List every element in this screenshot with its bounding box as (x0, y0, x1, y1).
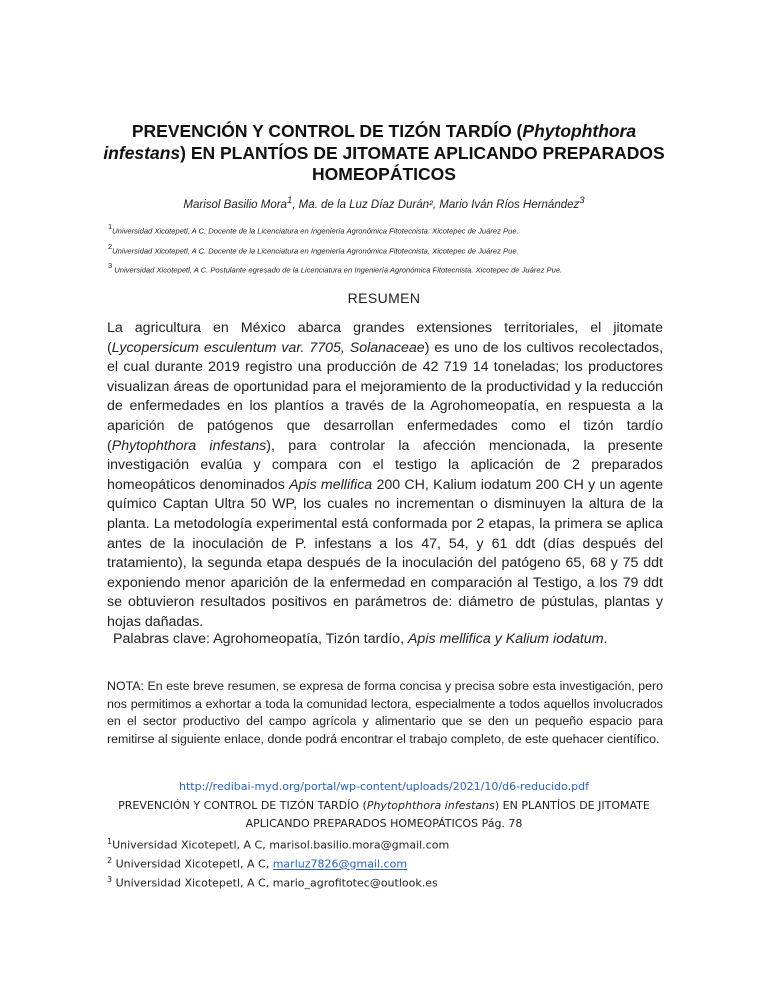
abstract-heading: RESUMEN (347, 290, 421, 306)
abstract-body: La agricultura en México abarca grandes extensiones territoriales, el jitomate (Lycopersicum esculentum var. 7705, Solanaceae) es uno de los cultivos recolectados, el cual durante 2019 registro una producción de 42 719 14 toneladas; los productores visualizan áreas de oportunidad para el mejoramiento de la productividad y la reducción de enfermedades en los plantíos a través de la Agrohomeopatía, en respuesta a la aparición de patógenos que desarrollan enfermedades como el tizón tardío (Phytophthora infestans), para controlar la afección mencionada, la presente investigación evalúa y compara con el testigo la aplicación de 2 preparados homeopáticos denominados Apis mellifica 200 CH, Kalium iodatum 200 CH y un agente químico Captan Ultra 50 WP, los cuales no incrementan o disminuyen la altura de la planta. La metodología experimental está conformada por 2 etapas, la primera se aplica antes de la inoculación de P. infestans a los 47, 54, y 61 ddt (días después del tratamiento), la segunda etapa después de la inoculación del patógeno 65, 68 y 75 ddt exponiendo menor aparición de la enfermedad en comparación al Testigo, a los 79 ddt se obtuvieron resultados positivos en parámetros de: diámetro de pústulas, plantas y hojas dañadas. (107, 320, 664, 630)
footnote-3: $^3$ Universidad Xicotepetl, A C, mario_agrofitotec@outlook.es (107, 875, 438, 890)
author-2: Ma. de la Luz Díaz Durán² (298, 198, 433, 211)
affiliation-1: $^1$Universidad Xicotepetl, A C. Docente de la Licenciatura en Ingeniería Agronómica Fitotecnista. Xicotepec de Juárez Pue. (108, 222, 519, 236)
affiliation-2: $^2$Universidad Xicotepetl, A C. Docente de la Licenciatura en Ingeniería Agronómica Fitotecnista. Xicotepec de Juárez Pue. (108, 242, 519, 256)
author-1: Marisol Basilio Mora$^1$ (183, 195, 293, 211)
author-list: Marisol Basilio Mora$^1$, Ma. de la Luz Díaz Durán², Mario Iván Ríos Hernández$^3$ (183, 195, 585, 211)
footnote-2: $^2$ Universidad Xicotepetl, A C, marluz7826@gmail.com (107, 856, 408, 871)
affiliation-3: $^3$ Universidad Xicotepetl, A C. Postulante egresado de la Licenciatura en Ingeniería Agronómica Fitotecnista. Xicotepec de Juárez Pue. (108, 261, 563, 275)
author-3: Mario Iván Ríos Hernández$^3$ (439, 195, 585, 211)
email-link[interactable]: marluz7826@gmail.com (272, 857, 408, 871)
footnote-1: $^1$Universidad Xicotepetl, A C, marisol.basilio.mora@gmail.com (107, 837, 450, 852)
keywords: Palabras clave: Agrohomeopatía, Tizón tardío, Apis mellifica y Kalium iodatum. (113, 631, 608, 647)
title-text: PREVENCIÓN Y CONTROL DE TIZÓN TARDÍO ( (131, 121, 523, 141)
full-paper-link[interactable]: http://redibai-myd.org/portal/wp-content/uploads/2021/10/d6-reducido.pdf (178, 780, 590, 793)
title-species: Phytophthora infestans (103, 121, 637, 163)
reference-citation: PREVENCIÓN Y CONTROL DE TIZÓN TARDÍO (Phytophthora infestans) EN PLANTÍOS DE JITOMATE APLICANDO PREPARADOS HOMEOPÁTICOS Pág. 78 (118, 799, 650, 830)
title-text-end: ) EN PLANTÍOS DE JITOMATE APLICANDO PREPARADOS HOMEOPÁTICOS (180, 142, 665, 184)
paper-title (96, 121, 672, 186)
note-paragraph: NOTA: En este breve resumen, se expresa de forma concisa y precisa sobre esta investigación, pero nos permitimos a exhortar a toda la comunidad lectora, especialmente a todos aquellos involucrados en el sector productivo del campo agrícola y alimentario que se den un pequeño espacio para remitirse al siguiente enlace, donde podrá encontrar el trabajo completo, de este quehacer científico. (107, 679, 663, 746)
